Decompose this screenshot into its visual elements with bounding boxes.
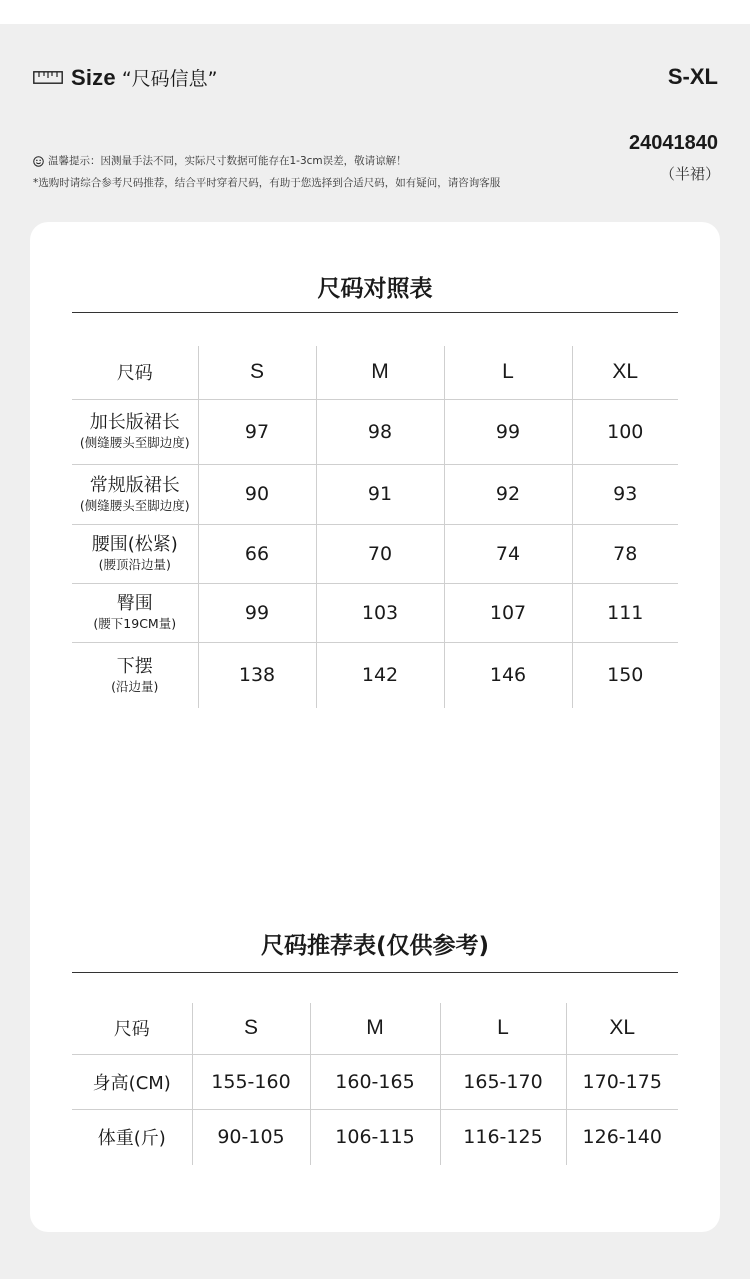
table-row: [72, 524, 678, 583]
table-row: [72, 464, 678, 524]
tip-text-1: 温馨提示：因测量手法不同，实际尺寸数据可能存在1-3cm误差，敬请谅解！: [48, 155, 407, 167]
row-label: 腰围(松紧) (腰顶沿边量): [72, 524, 198, 583]
cell-value: 126-140: [566, 1109, 678, 1165]
table-row: [72, 346, 678, 399]
cell-value: 106-115: [310, 1109, 440, 1165]
size-subtitle: “尺码信息”: [121, 68, 218, 90]
table-row: [72, 1054, 678, 1109]
cell-value: 142: [316, 642, 444, 708]
cell-value: 91: [316, 464, 444, 524]
row-label: 加长版裙长 (侧缝腰头至脚边度): [72, 399, 198, 464]
smile-icon: [33, 156, 44, 167]
cell-value: 138: [198, 642, 316, 708]
cell-value: 165-170: [440, 1054, 566, 1109]
ruler-icon: [33, 71, 63, 84]
size-card: [30, 222, 720, 1232]
size-table: [72, 346, 678, 708]
cell-value: 150: [572, 642, 678, 708]
header-size-m: M: [310, 1003, 440, 1054]
row-label: 体重(斤): [97, 1128, 166, 1150]
table-row: [72, 1003, 678, 1054]
cell-value: 116-125: [440, 1109, 566, 1165]
header-size-l: L: [444, 346, 572, 399]
size-heading: [33, 64, 218, 91]
table-row: [72, 399, 678, 464]
header-size-xl: XL: [572, 346, 678, 399]
cell-value: 160-165: [310, 1054, 440, 1109]
table-row: [72, 583, 678, 642]
row-label: 常规版裙长 (侧缝腰头至脚边度): [72, 464, 198, 524]
cell-value: 70: [316, 524, 444, 583]
tip-line-2: *选购时请综合参考尺码推荐，结合平时穿着尺码，有助于您选择到合适尺码，如有疑问，请咨询客服: [33, 177, 501, 189]
table-row: [72, 1109, 678, 1165]
cell-value: 111: [572, 583, 678, 642]
cell-value: 98: [316, 399, 444, 464]
header-size-s: S: [192, 1003, 310, 1054]
row-label: 下摆 (沿边量): [111, 655, 159, 694]
cell-value: 92: [444, 464, 572, 524]
title-rule-2: [72, 972, 678, 973]
header-size-xl: XL: [566, 1003, 678, 1054]
header-size-m: M: [316, 346, 444, 399]
cell-value: 170-175: [566, 1054, 678, 1109]
row-label: 臀围 (腰下19CM量): [72, 583, 198, 642]
tip-line-1: [33, 150, 500, 172]
product-kind: （半裙）: [659, 165, 720, 183]
cell-value: 155-160: [192, 1054, 310, 1109]
cell-value: 107: [444, 583, 572, 642]
cell-value: 99: [444, 399, 572, 464]
row-label: 身高(CM): [72, 1054, 192, 1109]
cell-value: 90-105: [192, 1109, 310, 1165]
header-size-s: S: [198, 346, 316, 399]
header-label: 尺码: [72, 346, 198, 399]
product-code: 24041840: [629, 132, 718, 154]
title-rule-1: [72, 312, 678, 313]
recommend-table-title: 尺码推荐表(仅供参考): [260, 933, 490, 959]
header-label: 尺码: [72, 1003, 192, 1054]
recommend-table: [72, 1003, 678, 1165]
cell-value: 103: [316, 583, 444, 642]
header-size-l: L: [440, 1003, 566, 1054]
tips: [33, 150, 500, 194]
cell-value: 100: [572, 399, 678, 464]
cell-value: 78: [572, 524, 678, 583]
cell-value: 66: [198, 524, 316, 583]
cell-value: 99: [198, 583, 316, 642]
cell-value: 74: [444, 524, 572, 583]
top-band: [0, 0, 750, 24]
cell-value: 146: [444, 642, 572, 708]
cell-value: 97: [198, 399, 316, 464]
cell-value: 93: [572, 464, 678, 524]
cell-value: 90: [198, 464, 316, 524]
size-table-title: 尺码对照表: [317, 276, 433, 302]
size-range: S-XL: [667, 64, 718, 89]
table-row: [72, 642, 678, 708]
size-word: Size: [71, 64, 116, 90]
